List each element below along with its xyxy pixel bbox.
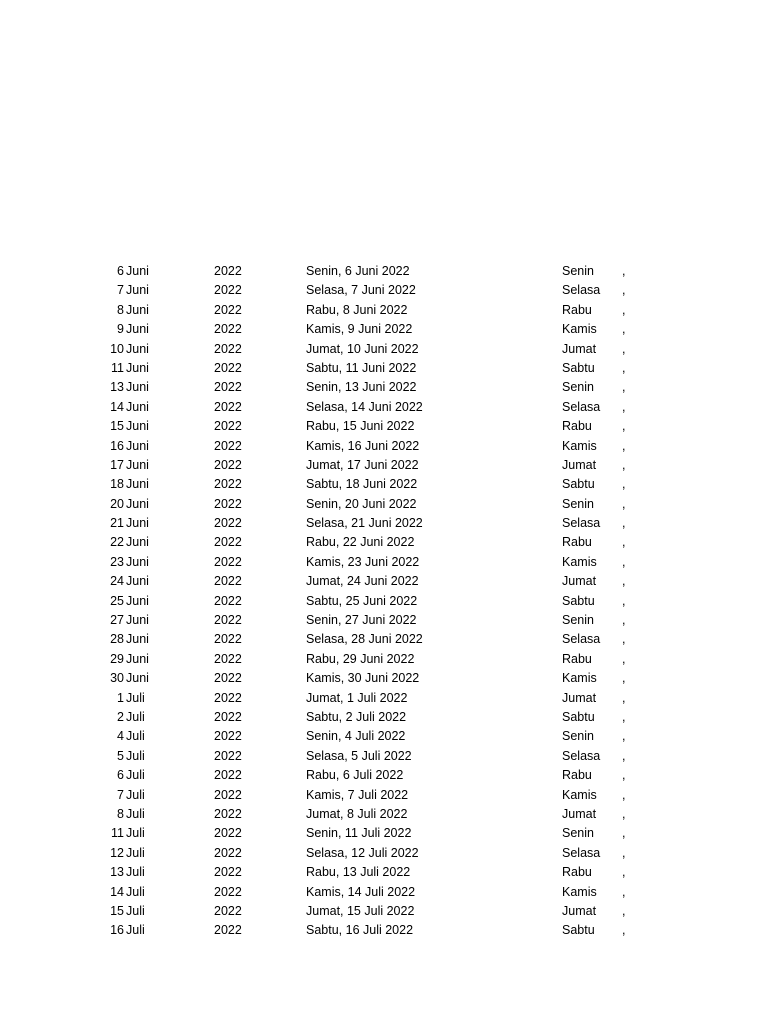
weekday-cell: Kamis [562, 438, 597, 453]
day-number-cell: 7 [117, 787, 124, 802]
separator-cell: , [622, 574, 626, 589]
month-cell: Juli [126, 690, 145, 705]
day-number-cell: 16 [110, 923, 124, 938]
table-row [0, 514, 768, 533]
month-cell: Juli [126, 787, 145, 802]
full-date-cell: Senin, 4 Juli 2022 [306, 729, 406, 744]
separator-cell: , [622, 419, 626, 434]
day-number-cell: 11 [111, 826, 124, 841]
year-cell: 2022 [214, 923, 242, 938]
year-cell: 2022 [214, 477, 242, 492]
separator-cell: , [622, 341, 626, 356]
day-number-cell: 1 [117, 690, 124, 705]
weekday-cell: Senin [562, 613, 594, 628]
month-cell: Juni [126, 671, 149, 686]
year-cell: 2022 [214, 671, 242, 686]
separator-cell: , [622, 593, 626, 608]
weekday-cell: Rabu [562, 535, 592, 550]
year-cell: 2022 [214, 302, 242, 317]
table-row [0, 844, 768, 863]
weekday-cell: Senin [562, 729, 594, 744]
table-row [0, 281, 768, 300]
separator-cell: , [622, 554, 626, 569]
full-date-cell: Sabtu, 25 Juni 2022 [306, 593, 418, 608]
full-date-cell: Kamis, 7 Juli 2022 [306, 787, 409, 802]
year-cell: 2022 [214, 322, 242, 337]
separator-cell: , [622, 535, 626, 550]
separator-cell: , [622, 264, 626, 278]
full-date-cell: Senin, 20 Juni 2022 [306, 496, 417, 511]
day-number-cell: 10 [110, 341, 124, 356]
day-number-cell: 20 [110, 496, 124, 511]
table-row [0, 786, 768, 805]
weekday-cell: Senin [562, 264, 594, 278]
year-cell: 2022 [214, 516, 242, 531]
day-number-cell: 29 [110, 651, 124, 666]
full-date-cell: Kamis, 30 Juni 2022 [306, 671, 420, 686]
separator-cell: , [622, 709, 626, 724]
table-row [0, 611, 768, 630]
day-number-cell: 17 [110, 457, 124, 472]
month-cell: Juli [126, 748, 145, 763]
weekday-cell: Rabu [562, 865, 592, 880]
month-cell: Juli [126, 806, 145, 821]
month-cell: Juni [126, 341, 149, 356]
weekday-cell: Kamis [562, 322, 597, 337]
table-row [0, 320, 768, 339]
table-row [0, 359, 768, 378]
year-cell: 2022 [214, 787, 242, 802]
separator-cell: , [622, 884, 626, 899]
full-date-cell: Jumat, 1 Juli 2022 [306, 690, 408, 705]
day-number-cell: 21 [110, 516, 124, 531]
table-row [0, 689, 768, 708]
full-date-cell: Selasa, 14 Juni 2022 [306, 399, 423, 414]
separator-cell: , [622, 923, 626, 938]
day-number-cell: 27 [110, 613, 124, 628]
month-cell: Juni [126, 380, 149, 395]
month-cell: Juni [126, 419, 149, 434]
weekday-cell: Kamis [562, 671, 597, 686]
full-date-cell: Selasa, 28 Juni 2022 [306, 632, 423, 647]
separator-cell: , [622, 477, 626, 492]
date-list-sheet [0, 262, 768, 941]
day-number-cell: 18 [110, 477, 124, 492]
table-row [0, 262, 768, 281]
table-row [0, 708, 768, 727]
separator-cell: , [622, 457, 626, 472]
table-row [0, 630, 768, 649]
month-cell: Juli [126, 768, 145, 783]
year-cell: 2022 [214, 806, 242, 821]
weekday-cell: Sabtu [562, 360, 595, 375]
weekday-cell: Sabtu [562, 923, 595, 938]
month-cell: Juni [126, 283, 149, 298]
year-cell: 2022 [214, 768, 242, 783]
month-cell: Juni [126, 302, 149, 317]
month-cell: Juli [126, 826, 145, 841]
separator-cell: , [622, 380, 626, 395]
full-date-cell: Kamis, 23 Juni 2022 [306, 554, 420, 569]
separator-cell: , [622, 787, 626, 802]
day-number-cell: 5 [117, 748, 124, 763]
day-number-cell: 24 [110, 574, 124, 589]
year-cell: 2022 [214, 419, 242, 434]
full-date-cell: Senin, 13 Juni 2022 [306, 380, 417, 395]
year-cell: 2022 [214, 457, 242, 472]
day-number-cell: 30 [110, 671, 124, 686]
table-row [0, 475, 768, 494]
year-cell: 2022 [214, 632, 242, 647]
year-cell: 2022 [214, 535, 242, 550]
table-row [0, 553, 768, 572]
separator-cell: , [622, 322, 626, 337]
year-cell: 2022 [214, 283, 242, 298]
weekday-cell: Sabtu [562, 593, 595, 608]
weekday-cell: Jumat [562, 574, 597, 589]
separator-cell: , [622, 748, 626, 763]
day-number-cell: 2 [117, 709, 124, 724]
full-date-cell: Selasa, 21 Juni 2022 [306, 516, 423, 531]
weekday-cell: Kamis [562, 787, 597, 802]
full-date-cell: Selasa, 5 Juli 2022 [306, 748, 412, 763]
month-cell: Juni [126, 399, 149, 414]
month-cell: Juni [126, 516, 149, 531]
year-cell: 2022 [214, 651, 242, 666]
year-cell: 2022 [214, 709, 242, 724]
year-cell: 2022 [214, 341, 242, 356]
day-number-cell: 4 [117, 729, 124, 744]
table-row [0, 902, 768, 921]
month-cell: Juni [126, 496, 149, 511]
weekday-cell: Rabu [562, 651, 592, 666]
year-cell: 2022 [214, 593, 242, 608]
full-date-cell: Selasa, 7 Juni 2022 [306, 283, 416, 298]
full-date-cell: Jumat, 10 Juni 2022 [306, 341, 419, 356]
day-number-cell: 15 [110, 419, 124, 434]
day-number-cell: 11 [111, 360, 124, 375]
month-cell: Juli [126, 923, 145, 938]
separator-cell: , [622, 651, 626, 666]
full-date-cell: Sabtu, 16 Juli 2022 [306, 923, 414, 938]
full-date-cell: Senin, 11 Juli 2022 [306, 826, 412, 841]
separator-cell: , [622, 768, 626, 783]
month-cell: Juni [126, 477, 149, 492]
weekday-cell: Jumat [562, 806, 597, 821]
day-number-cell: 8 [117, 302, 124, 317]
weekday-cell: Rabu [562, 302, 592, 317]
table-row [0, 824, 768, 843]
day-number-cell: 23 [110, 554, 124, 569]
separator-cell: , [622, 845, 626, 860]
table-row [0, 572, 768, 591]
full-date-cell: Jumat, 15 Juli 2022 [306, 903, 415, 918]
full-date-cell: Rabu, 15 Juni 2022 [306, 419, 415, 434]
day-number-cell: 12 [110, 845, 124, 860]
full-date-cell: Kamis, 16 Juni 2022 [306, 438, 420, 453]
weekday-cell: Selasa [562, 632, 601, 647]
year-cell: 2022 [214, 264, 242, 278]
month-cell: Juni [126, 613, 149, 628]
weekday-cell: Senin [562, 380, 594, 395]
table-row [0, 766, 768, 785]
day-number-cell: 14 [110, 399, 124, 414]
separator-cell: , [622, 283, 626, 298]
month-cell: Juni [126, 264, 149, 278]
table-row [0, 437, 768, 456]
full-date-cell: Senin, 6 Juni 2022 [306, 264, 410, 278]
month-cell: Juni [126, 457, 149, 472]
full-date-cell: Sabtu, 18 Juni 2022 [306, 477, 418, 492]
weekday-cell: Senin [562, 496, 594, 511]
full-date-cell: Senin, 27 Juni 2022 [306, 613, 417, 628]
full-date-cell: Kamis, 14 Juli 2022 [306, 884, 416, 899]
year-cell: 2022 [214, 496, 242, 511]
separator-cell: , [622, 690, 626, 705]
full-date-cell: Rabu, 6 Juli 2022 [306, 768, 404, 783]
day-number-cell: 6 [117, 768, 124, 783]
table-row [0, 747, 768, 766]
month-cell: Juli [126, 729, 145, 744]
year-cell: 2022 [214, 690, 242, 705]
day-number-cell: 25 [110, 593, 124, 608]
weekday-cell: Selasa [562, 516, 601, 531]
month-cell: Juli [126, 709, 145, 724]
month-cell: Juni [126, 360, 149, 375]
year-cell: 2022 [214, 380, 242, 395]
weekday-cell: Sabtu [562, 477, 595, 492]
weekday-cell: Senin [562, 826, 594, 841]
separator-cell: , [622, 516, 626, 531]
year-cell: 2022 [214, 438, 242, 453]
day-number-cell: 6 [117, 264, 124, 278]
separator-cell: , [622, 865, 626, 880]
month-cell: Juni [126, 651, 149, 666]
month-cell: Juli [126, 884, 145, 899]
month-cell: Juni [126, 322, 149, 337]
day-number-cell: 16 [110, 438, 124, 453]
month-cell: Juni [126, 574, 149, 589]
year-cell: 2022 [214, 826, 242, 841]
table-row [0, 921, 768, 940]
month-cell: Juni [126, 593, 149, 608]
separator-cell: , [622, 360, 626, 375]
day-number-cell: 14 [110, 884, 124, 899]
table-row [0, 805, 768, 824]
weekday-cell: Sabtu [562, 709, 595, 724]
year-cell: 2022 [214, 729, 242, 744]
table-row [0, 340, 768, 359]
day-number-cell: 28 [110, 632, 124, 647]
table-row [0, 456, 768, 475]
separator-cell: , [622, 399, 626, 414]
full-date-cell: Rabu, 22 Juni 2022 [306, 535, 415, 550]
day-number-cell: 15 [110, 903, 124, 918]
month-cell: Juni [126, 632, 149, 647]
year-cell: 2022 [214, 865, 242, 880]
separator-cell: , [622, 438, 626, 453]
separator-cell: , [622, 496, 626, 511]
weekday-cell: Jumat [562, 690, 597, 705]
weekday-cell: Jumat [562, 341, 597, 356]
table-row [0, 495, 768, 514]
separator-cell: , [622, 302, 626, 317]
table-row [0, 883, 768, 902]
full-date-cell: Kamis, 9 Juni 2022 [306, 322, 413, 337]
full-date-cell: Selasa, 12 Juli 2022 [306, 845, 419, 860]
weekday-cell: Jumat [562, 457, 597, 472]
day-number-cell: 7 [117, 283, 124, 298]
weekday-cell: Selasa [562, 399, 601, 414]
weekday-cell: Selasa [562, 845, 601, 860]
year-cell: 2022 [214, 613, 242, 628]
month-cell: Juni [126, 438, 149, 453]
full-date-cell: Sabtu, 11 Juni 2022 [306, 360, 417, 375]
separator-cell: , [622, 729, 626, 744]
separator-cell: , [622, 632, 626, 647]
year-cell: 2022 [214, 554, 242, 569]
weekday-cell: Rabu [562, 419, 592, 434]
day-number-cell: 13 [110, 865, 124, 880]
month-cell: Juli [126, 845, 145, 860]
weekday-cell: Selasa [562, 748, 601, 763]
separator-cell: , [622, 613, 626, 628]
full-date-cell: Sabtu, 2 Juli 2022 [306, 709, 407, 724]
month-cell: Juli [126, 865, 145, 880]
year-cell: 2022 [214, 845, 242, 860]
full-date-cell: Rabu, 8 Juni 2022 [306, 302, 408, 317]
year-cell: 2022 [214, 903, 242, 918]
table-row [0, 378, 768, 397]
weekday-cell: Kamis [562, 884, 597, 899]
year-cell: 2022 [214, 884, 242, 899]
month-cell: Juli [126, 903, 145, 918]
year-cell: 2022 [214, 399, 242, 414]
separator-cell: , [622, 671, 626, 686]
table-row [0, 398, 768, 417]
table-row [0, 669, 768, 688]
year-cell: 2022 [214, 360, 242, 375]
month-cell: Juni [126, 554, 149, 569]
table-row [0, 592, 768, 611]
table-row [0, 533, 768, 552]
separator-cell: , [622, 806, 626, 821]
weekday-cell: Rabu [562, 768, 592, 783]
day-number-cell: 8 [117, 806, 124, 821]
weekday-cell: Kamis [562, 554, 597, 569]
full-date-cell: Jumat, 17 Juni 2022 [306, 457, 419, 472]
day-number-cell: 9 [117, 322, 124, 337]
table-row [0, 727, 768, 746]
year-cell: 2022 [214, 574, 242, 589]
table-row [0, 863, 768, 882]
full-date-cell: Rabu, 29 Juni 2022 [306, 651, 415, 666]
weekday-cell: Jumat [562, 903, 597, 918]
month-cell: Juni [126, 535, 149, 550]
separator-cell: , [622, 903, 626, 918]
full-date-cell: Jumat, 24 Juni 2022 [306, 574, 419, 589]
table-row [0, 417, 768, 436]
full-date-cell: Jumat, 8 Juli 2022 [306, 806, 408, 821]
day-number-cell: 22 [110, 535, 124, 550]
day-number-cell: 13 [110, 380, 124, 395]
table-row [0, 301, 768, 320]
year-cell: 2022 [214, 748, 242, 763]
full-date-cell: Rabu, 13 Juli 2022 [306, 865, 411, 880]
table-row [0, 650, 768, 669]
separator-cell: , [622, 826, 626, 841]
weekday-cell: Selasa [562, 283, 601, 298]
